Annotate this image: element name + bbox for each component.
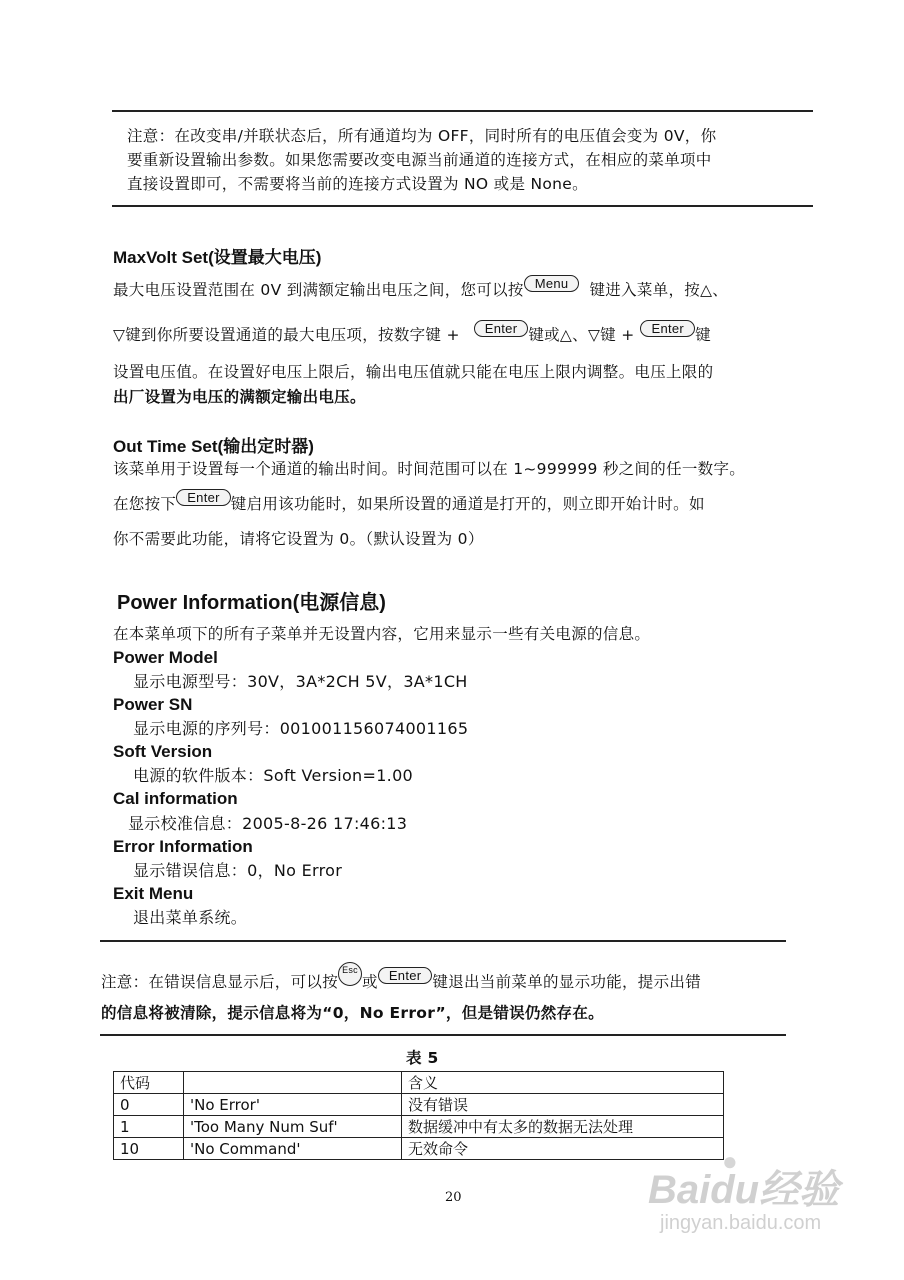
item-desc: 显示错误信息：0，No Error [133,861,343,880]
powerinfo-intro: 在本菜单项下的所有子菜单并无设置内容，它用来显示一些有关电源的信息。 [113,625,651,643]
esc-key: Esc [338,962,362,986]
table-row [114,1116,724,1138]
note2-line1-text-b: 或 [362,973,378,991]
header-code: 代码 [114,1072,184,1094]
outtime-line2 [113,490,705,515]
note1-line3: 直接设置即可，不需要将当前的连接方式设置为 NO 或是 None。 [127,175,588,193]
item-title: Power Model [113,648,218,667]
outtime-line3: 你不需要此功能，请将它设置为 0。（默认设置为 0） [113,530,484,548]
maxvolt-line2 [113,321,711,346]
enter-key: Enter [378,967,433,984]
page-number: 20 [445,1190,462,1205]
note1-line1: 注意：在改变串/并联状态后，所有通道均为 OFF，同时所有的电压值会变为 0V，你 [127,127,717,145]
cell-code: 1 [114,1116,184,1138]
error-code-table [113,1071,724,1160]
bottom-rule-1 [112,205,813,207]
item-desc: 显示电源型号：30V，3A*2CH 5V，3A*1CH [133,672,468,691]
note2-line1 [101,965,702,993]
enter-key: Enter [474,320,529,337]
outtime-heading: Out Time Set(输出定时器) [113,437,314,456]
note2-line2: 的信息将被清除，提示信息将为“0，No Error”，但是错误仍然存在。 [101,1004,604,1022]
table-row [114,1094,724,1116]
outtime-line1: 该菜单用于设置每一个通道的输出时间。时间范围可以在 1~999999 秒之间的任一数字。 [113,460,746,478]
item-title: Error Information [113,837,253,856]
paw-icon: ● [722,1146,738,1176]
maxvolt-line1 [113,276,729,301]
menu-key: Menu [524,275,580,292]
maxvolt-line1-text-a: 最大电压设置范围在 0V 到满额定输出电压之间，您可以按 [113,281,524,299]
maxvolt-line1-text-b: 键进入菜单，按△、 [589,281,729,299]
maxvolt-line4: 出厂设置为电压的满额定输出电压。 [113,388,366,406]
table-header-row [114,1072,724,1094]
cell-meaning: 无效命令 [402,1138,724,1160]
item-title: Power SN [113,695,193,714]
note2-line1-text-a: 注意：在错误信息显示后，可以按 [101,973,339,991]
enter-key: Enter [176,489,231,506]
maxvolt-line3: 设置电压值。在设置好电压上限后，输出电压值就只能在电压上限内调整。电压上限的 [113,363,714,381]
maxvolt-line2-text-b: 键或△、▽键 + [528,326,635,344]
cell-meaning: 数据缓冲中有太多的数据无法处理 [402,1116,724,1138]
cell-code: 10 [114,1138,184,1160]
top-rule-1 [112,110,813,112]
note2-line1-text-c: 键退出当前菜单的显示功能，提示出错 [432,973,702,991]
item-desc: 退出菜单系统。 [133,908,248,927]
top-rule-2 [100,940,786,942]
watermark-brand: Baidu经验 [648,1168,840,1212]
header-meaning: 含义 [402,1072,724,1094]
table-row [114,1138,724,1160]
item-title: Exit Menu [113,884,194,903]
item-desc: 显示校准信息：2005-8-26 17:46:13 [128,814,408,833]
item-title: Soft Version [113,742,213,761]
note1-line2: 要重新设置输出参数。如果您需要改变电源当前通道的连接方式，在相应的菜单项中 [127,151,712,169]
cell-meaning: 没有错误 [402,1094,724,1116]
item-title: Cal information [113,789,238,808]
watermark-url: jingyan.baidu.com [660,1212,822,1234]
enter-key: Enter [640,320,695,337]
cell-message: 'No Error' [184,1094,402,1116]
item-desc: 电源的软件版本：Soft Version=1.00 [133,766,414,785]
cell-code: 0 [114,1094,184,1116]
maxvolt-line2-text-c: 键 [695,326,711,344]
outtime-line2-text-a: 在您按下 [113,495,177,513]
header-message [184,1072,402,1094]
maxvolt-line2-text-a: ▽键到你所要设置通道的最大电压项，按数字键 + [113,326,460,344]
cell-message: 'Too Many Num Suf' [184,1116,402,1138]
bottom-rule-2 [100,1034,786,1036]
cell-message: 'No Command' [184,1138,402,1160]
maxvolt-heading: MaxVolt Set(设置最大电压) [113,248,322,267]
powerinfo-heading: Power Information(电源信息) [117,592,386,614]
table-caption: 表 5 [406,1049,439,1067]
outtime-line2-text-b: 键启用该功能时，如果所设置的通道是打开的，则立即开始计时。如 [230,495,705,513]
item-desc: 显示电源的序列号：001001156074001165 [133,719,469,738]
